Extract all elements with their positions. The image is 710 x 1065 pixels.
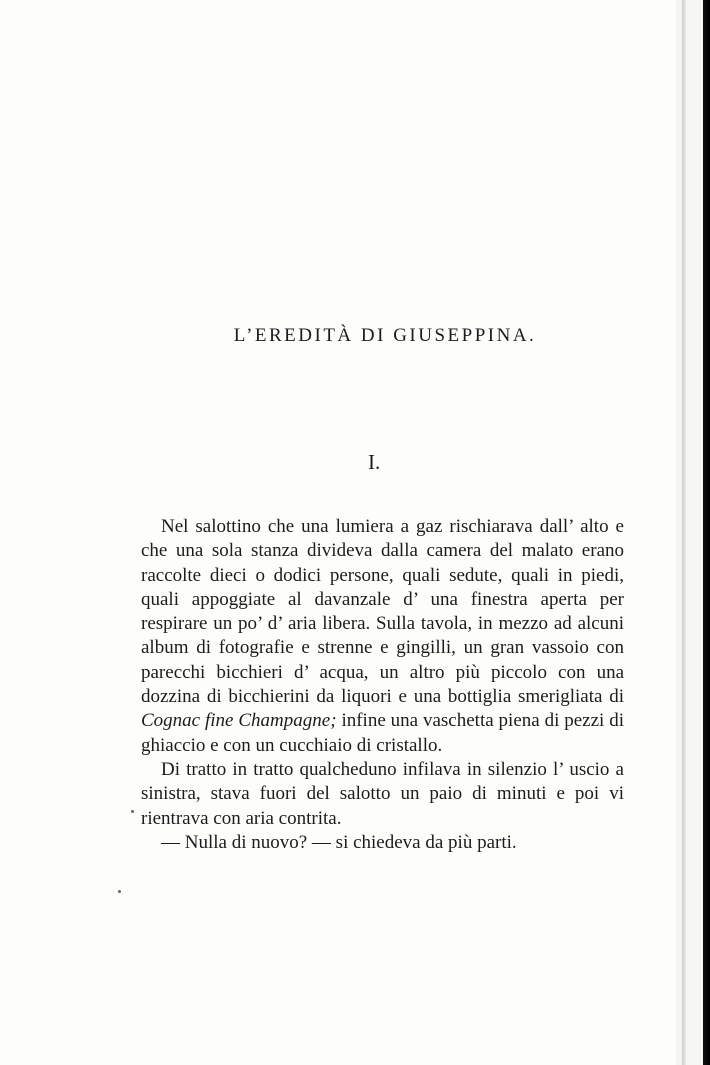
body-text [141,515,624,855]
scan-speck [131,810,134,813]
paragraph-1-italic-brand: Cognac fine Champagne; [141,710,337,732]
paragraph-2: Di tratto in tratto qualcheduno infilava in silenzio l’ uscio a sinistra, stava fuori del salotto un paio di minuti e poi vi rientrava con aria contrita. [141,758,624,829]
paragraph-1 [141,515,624,758]
page-edge-shadow [676,0,710,1065]
scan-speck [118,890,121,893]
paragraph-3: — Nulla di nuovo? — si chiedeva da più parti. [161,831,517,853]
chapter-title: L’EREDITÀ DI GIUSEPPINA. [233,325,537,346]
paragraph-1-text-start: Nel salottino che una lumiera a gaz rischiarava dall’ alto e che una sola stanza divideva dalla camera del malato erano raccolte dieci o dodici persone, quali sedute, quali in piedi, quali appoggiate al davanzale d’ una finestra aperta per respirare un po’ d’ aria libera. Sulla tavola, in mezzo ad alcuni album di fotografie e strenne e gingilli, un gran vassoio con parecchi bicchieri d’ acqua, un altro più piccolo con una dozzina di bicchierini da liquori e una bottiglia smerigliata di [141,516,624,708]
chapter-number: I. [368,450,381,474]
paragraph-1-text-end: infine una vaschetta piena di pezzi di ghiaccio e con un cucchiaio di cristallo. [141,710,624,756]
